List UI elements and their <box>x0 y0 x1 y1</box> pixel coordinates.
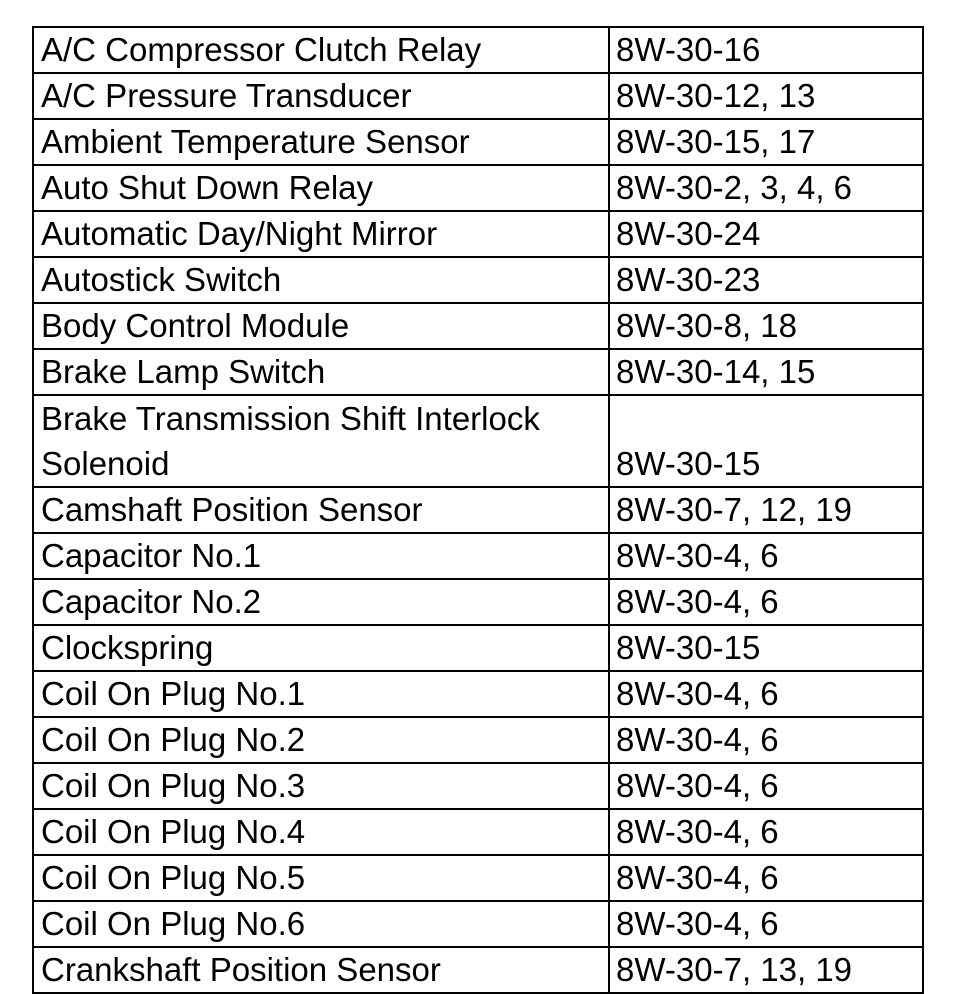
page-reference-cell: 8W-30-8, 18 <box>609 303 923 349</box>
component-name-cell: Coil On Plug No.4 <box>33 809 609 855</box>
component-name-cell: Ambient Temperature Sensor <box>33 119 609 165</box>
page-reference-cell: 8W-30-4, 6 <box>609 533 923 579</box>
table-row <box>33 487 923 533</box>
component-name-cell: A/C Compressor Clutch Relay <box>33 27 609 73</box>
component-name-cell: Autostick Switch <box>33 257 609 303</box>
component-index-table <box>32 26 924 994</box>
table-row <box>33 717 923 763</box>
table-row <box>33 211 923 257</box>
page-reference-cell: 8W-30-24 <box>609 211 923 257</box>
table-row <box>33 533 923 579</box>
component-name-cell: Coil On Plug No.3 <box>33 763 609 809</box>
page-reference-cell: 8W-30-7, 12, 19 <box>609 487 923 533</box>
page-reference-cell: 8W-30-4, 6 <box>609 855 923 901</box>
page-reference-cell: 8W-30-7, 13, 19 <box>609 947 923 993</box>
component-name-cell: Coil On Plug No.1 <box>33 671 609 717</box>
page-reference-cell: 8W-30-4, 6 <box>609 717 923 763</box>
table-row <box>33 855 923 901</box>
component-name-cell: Clockspring <box>33 625 609 671</box>
component-name-cell: Coil On Plug No.6 <box>33 901 609 947</box>
page-reference-cell: 8W-30-15 <box>609 395 923 487</box>
component-name-cell: Auto Shut Down Relay <box>33 165 609 211</box>
table-row <box>33 625 923 671</box>
table-row <box>33 27 923 73</box>
page-reference-cell: 8W-30-4, 6 <box>609 809 923 855</box>
component-name-cell: Coil On Plug No.5 <box>33 855 609 901</box>
component-name-cell: Body Control Module <box>33 303 609 349</box>
table-row <box>33 579 923 625</box>
page-reference-cell: 8W-30-4, 6 <box>609 901 923 947</box>
component-name-cell: A/C Pressure Transducer <box>33 73 609 119</box>
component-name-cell: Automatic Day/Night Mirror <box>33 211 609 257</box>
component-name-cell: Brake Lamp Switch <box>33 349 609 395</box>
table-row <box>33 303 923 349</box>
page-reference-cell: 8W-30-14, 15 <box>609 349 923 395</box>
table-row <box>33 119 923 165</box>
page-reference-cell: 8W-30-15 <box>609 625 923 671</box>
page-reference-cell: 8W-30-2, 3, 4, 6 <box>609 165 923 211</box>
page-reference-cell: 8W-30-15, 17 <box>609 119 923 165</box>
page-reference-cell: 8W-30-23 <box>609 257 923 303</box>
table-row <box>33 73 923 119</box>
page-reference-cell: 8W-30-4, 6 <box>609 671 923 717</box>
component-name-cell: Camshaft Position Sensor <box>33 487 609 533</box>
table-row <box>33 809 923 855</box>
page-reference-cell: 8W-30-4, 6 <box>609 579 923 625</box>
component-name-cell: Coil On Plug No.2 <box>33 717 609 763</box>
component-name-cell: Capacitor No.1 <box>33 533 609 579</box>
component-name-cell: Crankshaft Position Sensor <box>33 947 609 993</box>
table-row <box>33 763 923 809</box>
component-name-cell: Brake Transmission Shift Interlock Solenoid <box>33 395 609 487</box>
table-row <box>33 349 923 395</box>
page-reference-cell: 8W-30-12, 13 <box>609 73 923 119</box>
table-row <box>33 257 923 303</box>
table-row <box>33 671 923 717</box>
table-row <box>33 947 923 993</box>
component-name-cell: Capacitor No.2 <box>33 579 609 625</box>
table-row <box>33 901 923 947</box>
table-row <box>33 395 923 487</box>
page-reference-cell: 8W-30-4, 6 <box>609 763 923 809</box>
table-row <box>33 165 923 211</box>
page-reference-cell: 8W-30-16 <box>609 27 923 73</box>
